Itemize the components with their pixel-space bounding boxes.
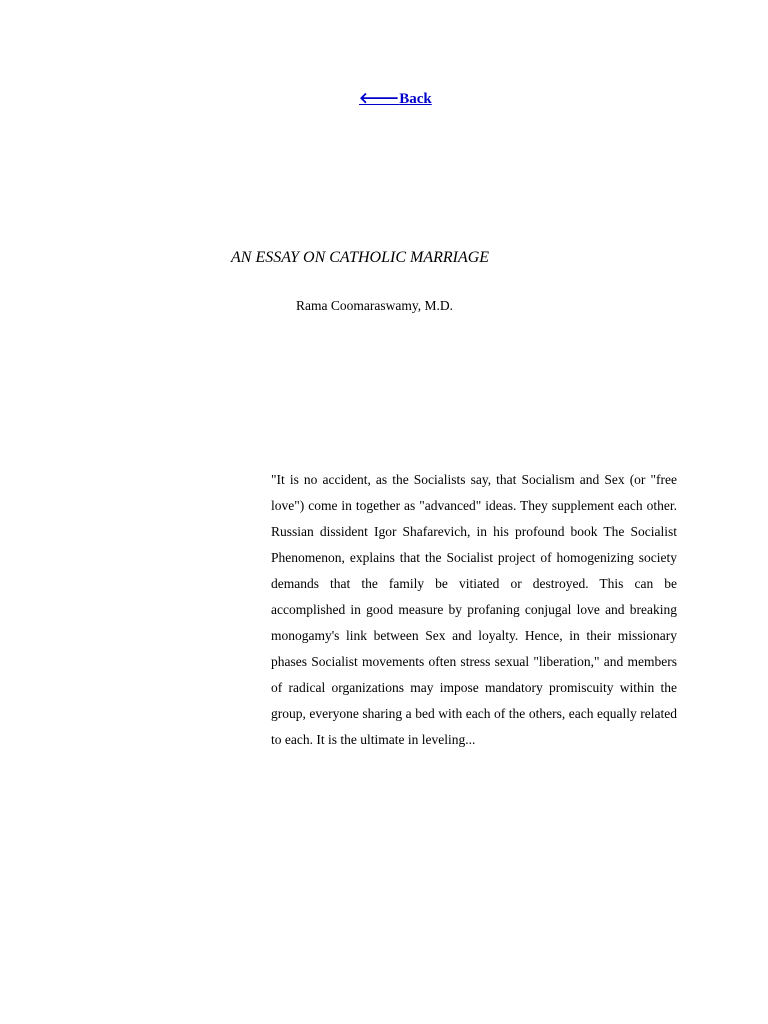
quote-paragraph: "It is no accident, as the Socialists say, that Socialism and Sex (or "free love") come in together as "advanced" ideas. They supplement each other. Russian dissident Igor Shafarevich, in his profound book The Socialist Phenomenon, explains that the Socialist project of homogenizing society demands that the family be vitiated or destroyed. This can be accomplished in good measure by profaning conjugal love and breaking monogamy's link between Sex and loyalty. Hence, in their missionary phases Socialist movements often stress sexual "liberation," and members of radical organizations may impose mandatory promiscuity within the group, everyone sharing a bed with each of the others, each equally related to each. It is the ultimate in leveling... [271, 472, 677, 747]
back-link[interactable] [359, 89, 432, 109]
back-arrow-icon: 🡐 [359, 91, 400, 107]
back-link-label: Back [399, 91, 432, 107]
author-line: Rama Coomaraswamy, M.D. [296, 298, 453, 313]
essay-title: AN ESSAY ON CATHOLIC MARRIAGE [231, 249, 490, 266]
